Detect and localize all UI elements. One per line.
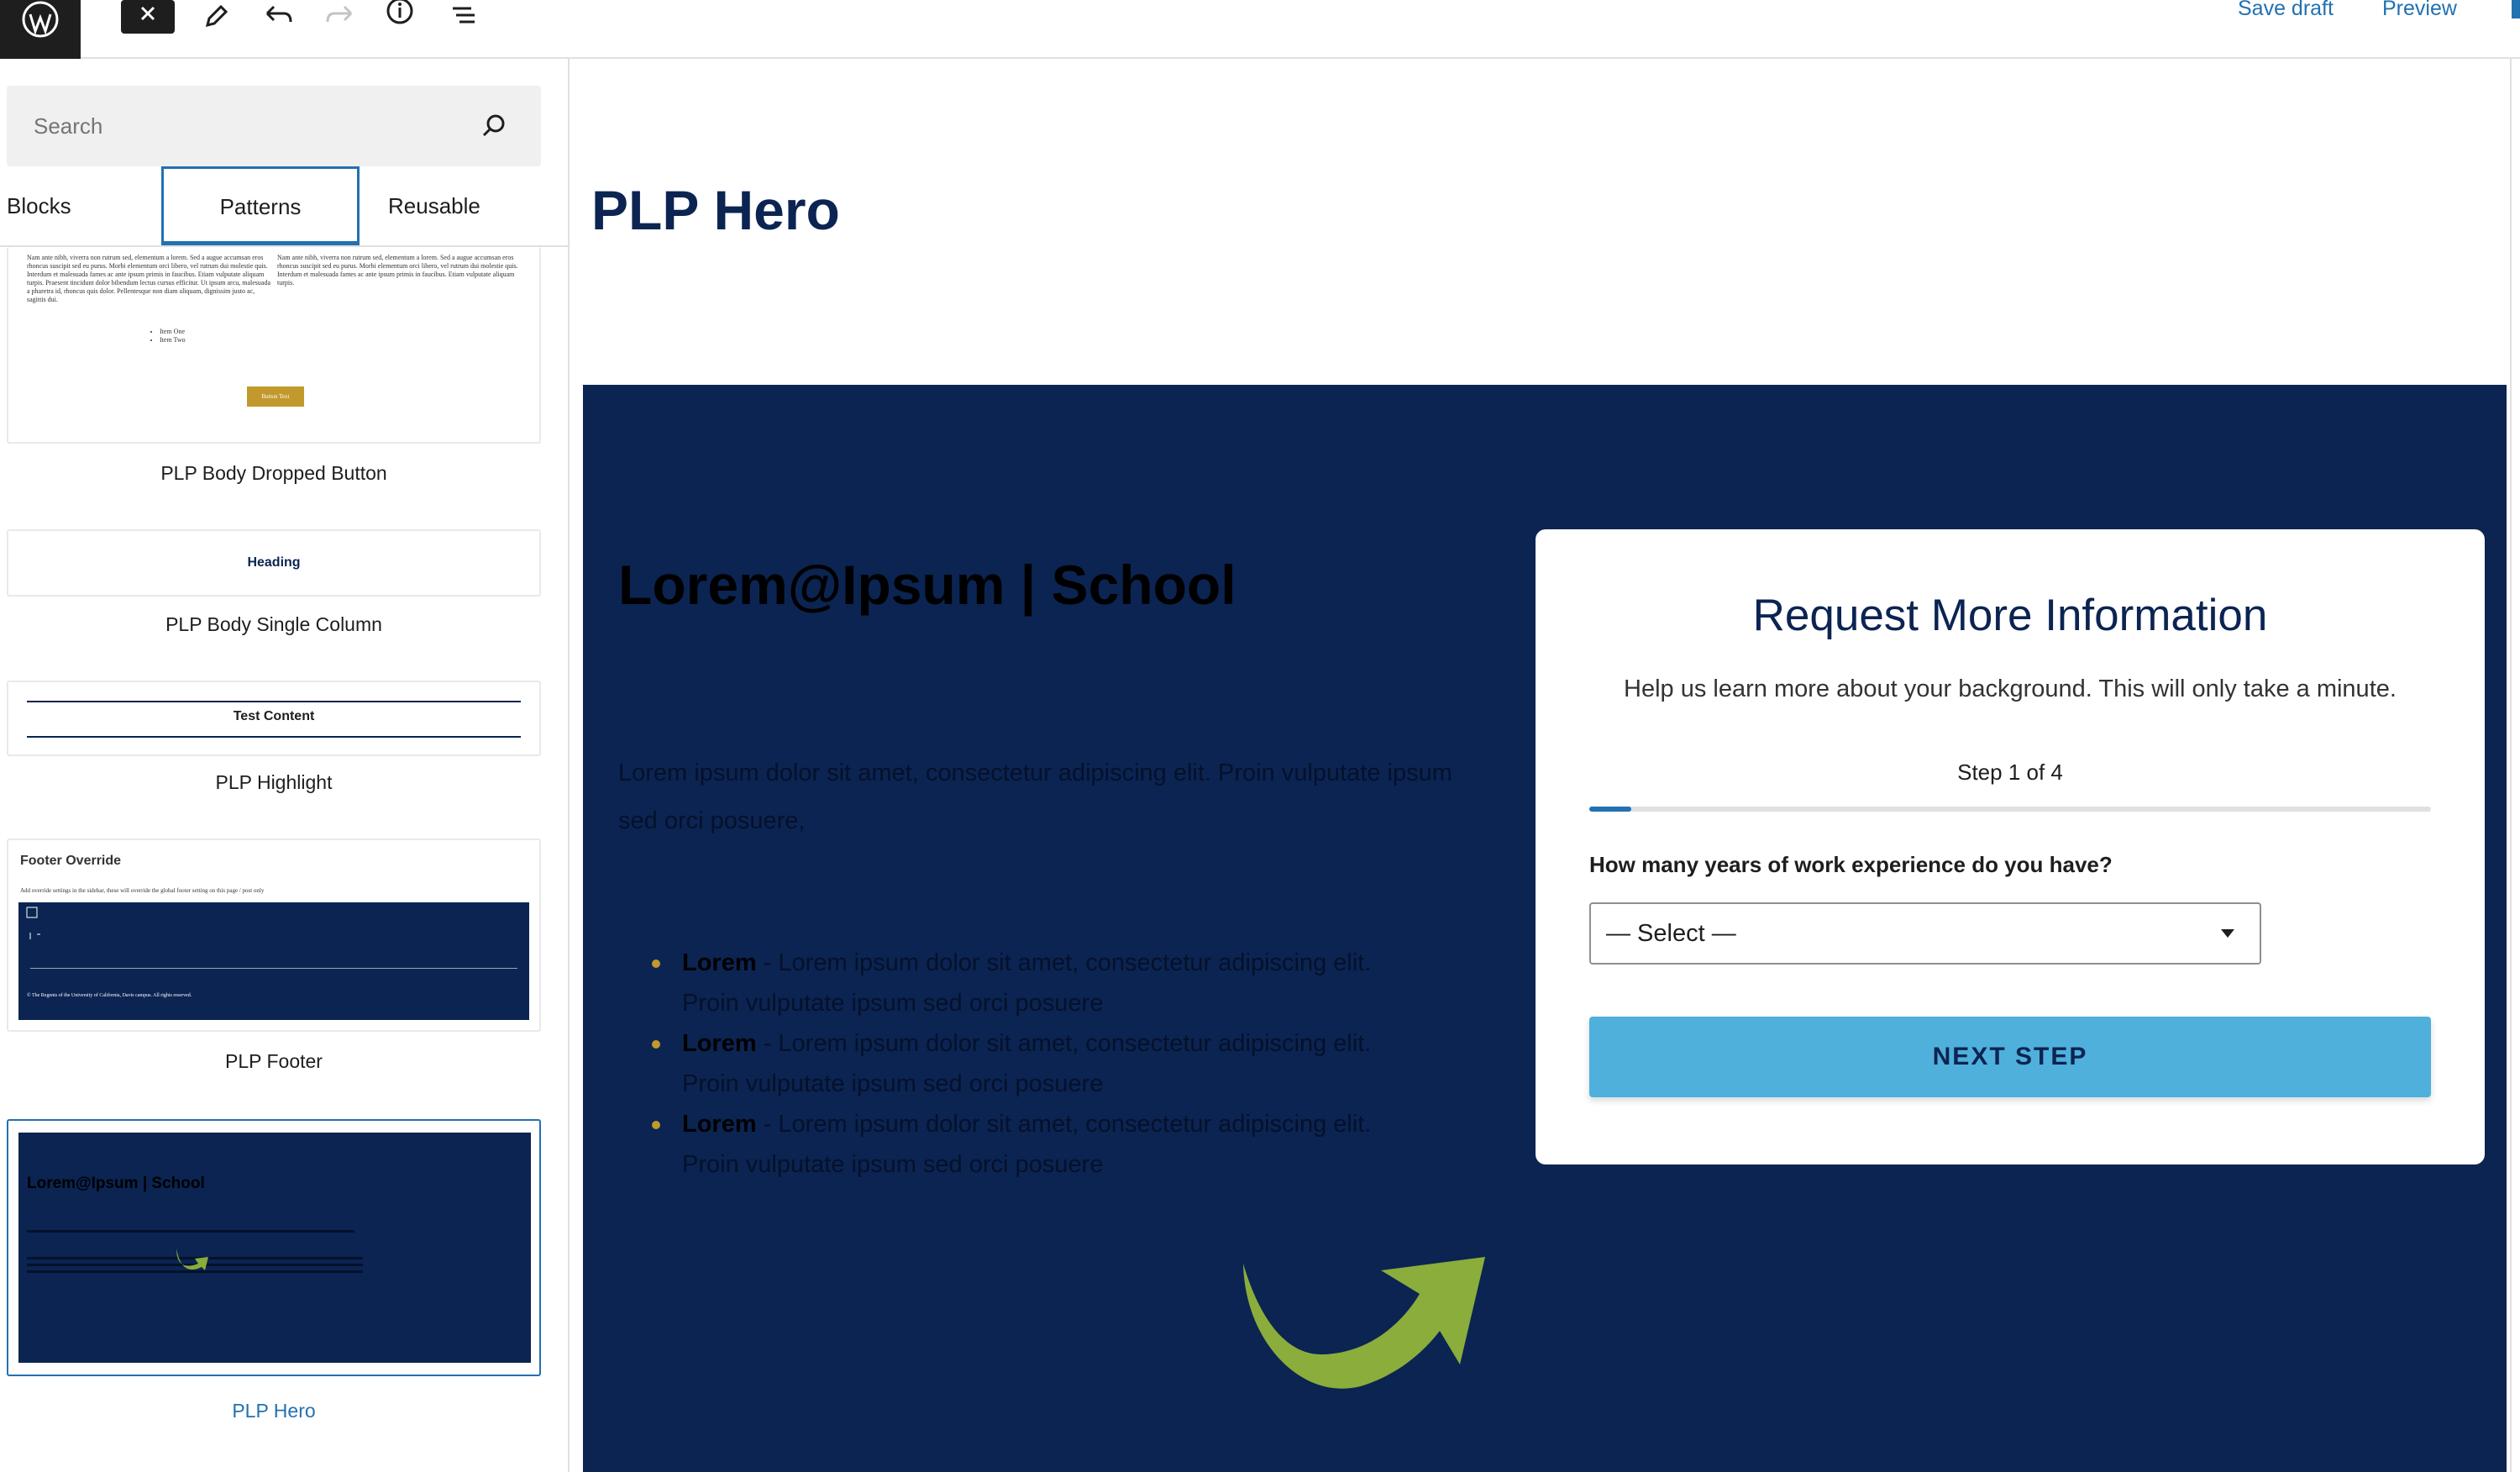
pattern-preview-footer[interactable]	[7, 839, 541, 1032]
preview-form-text: Form preview can be added to the panel	[393, 1168, 484, 1173]
list-item-bold: Lorem	[682, 1111, 757, 1138]
pencil-icon[interactable]	[188, 0, 242, 35]
pattern-preview-body-dropped-button[interactable]	[7, 247, 541, 444]
divider	[30, 968, 517, 969]
list-item-bold: Lorem	[682, 1030, 757, 1057]
next-step-button[interactable]: NEXT STEP	[1589, 1017, 2431, 1097]
preview-list-item: • Item Two	[160, 336, 186, 344]
progress-bar	[1589, 807, 2431, 812]
preview-copyright: © The Regents of the University of California, Davis campus. All rights reserved.	[27, 993, 192, 998]
preview-heading: Heading	[247, 555, 301, 570]
list-item-bold: Lorem	[682, 949, 757, 976]
question-label: How many years of work experience do you have?	[1589, 852, 2113, 877]
chevron-down-icon	[2221, 929, 2234, 938]
wordpress-logo-icon[interactable]	[0, 0, 81, 59]
publish-button[interactable]	[2512, 0, 2520, 18]
preview-footer-block	[18, 902, 529, 1020]
pattern-preview-hero[interactable]	[7, 1119, 541, 1376]
list-item[interactable]	[682, 1104, 1404, 1185]
curved-arrow-icon	[1240, 1245, 1492, 1413]
experience-select[interactable]	[1589, 902, 2261, 965]
search-icon[interactable]	[479, 111, 509, 141]
pattern-label[interactable]: PLP Footer	[225, 1050, 323, 1072]
image-placeholder-icon	[25, 906, 45, 939]
pattern-preview-highlight[interactable]	[7, 681, 541, 756]
pattern-preview-body-single-column[interactable]	[7, 529, 541, 597]
preview-text-line	[27, 1230, 354, 1233]
page-title[interactable]: PLP Hero	[591, 179, 840, 241]
form-title: Request More Information	[1752, 591, 2268, 640]
preview-text: Test Content	[233, 709, 315, 723]
search-input[interactable]	[34, 86, 454, 166]
save-draft-button[interactable]: Save draft	[2238, 0, 2334, 20]
close-icon[interactable]	[121, 0, 175, 34]
tab-patterns[interactable]: Patterns	[161, 166, 360, 245]
preview-list-item: • Item One	[160, 328, 186, 336]
list-view-icon[interactable]	[437, 0, 491, 35]
preview-hero-block	[18, 1133, 531, 1363]
info-icon[interactable]	[373, 0, 427, 35]
select-value: — Select —	[1606, 919, 1736, 947]
block-inserter-panel	[0, 59, 570, 1472]
preview-button[interactable]: Preview	[2382, 0, 2457, 20]
editor-canvas	[570, 59, 2520, 1472]
step-indicator: Step 1 of 4	[1957, 760, 2063, 785]
redo-icon[interactable]	[312, 0, 366, 35]
pattern-label[interactable]: PLP Body Dropped Button	[160, 462, 387, 484]
preview-heading: Lorem@Ipsum | School	[27, 1175, 205, 1192]
pattern-label[interactable]: PLP Hero	[232, 1400, 316, 1422]
list-item-text: - Lorem ipsum dolor sit amet, consectetur adipiscing elit. Proin vulputate ipsum sed orci posuere	[682, 1111, 1372, 1178]
request-info-form	[1536, 529, 2485, 1164]
hero-heading[interactable]: Lorem@Ipsum | School	[618, 554, 1236, 616]
list-item-text: - Lorem ipsum dolor sit amet, consectetur adipiscing elit. Proin vulputate ipsum sed orci posuere	[682, 949, 1372, 1017]
divider	[27, 736, 521, 738]
preview-text: Add override settings in the sidebar, these will override the global footer setting on this page / post only	[20, 887, 265, 894]
preview-list	[151, 328, 186, 344]
tab-blocks[interactable]: Blocks	[7, 192, 71, 218]
hero-paragraph[interactable]: Lorem ipsum dolor sit amet, consectetur adipiscing elit. Proin vulputate ipsum sed orci posuere,	[618, 760, 1452, 834]
canvas-edge	[2510, 59, 2512, 1472]
hero-list[interactable]	[682, 943, 1404, 1185]
preview-heading: Footer Override	[20, 854, 122, 868]
search-box	[7, 86, 541, 166]
preview-paragraph-2: Nam ante nibh, viverra non rutrum sed, elementum a lorem. Sed a augue accumsan eros rhoncus suscipit sed eu purus. Morbi elementum orci libero, vel rutrum dui molestie quis. Interdum et malesuada fames ac ante ipsum primis in faucibus. Etiam vulputate aliquam turpis.	[277, 254, 518, 287]
editor-header	[0, 0, 2520, 59]
hero-block[interactable]	[583, 385, 2507, 1472]
pattern-label[interactable]: PLP Highlight	[215, 771, 333, 793]
tab-reusable[interactable]: Reusable	[388, 192, 480, 218]
list-item[interactable]	[682, 943, 1404, 1023]
progress-fill	[1589, 807, 1631, 812]
curved-arrow-icon	[173, 1245, 212, 1275]
form-subtitle: Help us learn more about your background. This will only take a minute.	[1624, 676, 2397, 702]
undo-icon[interactable]	[252, 0, 306, 35]
divider	[27, 701, 521, 702]
preview-button: Button Text	[247, 386, 304, 407]
pattern-label[interactable]: PLP Body Single Column	[165, 613, 382, 635]
list-item[interactable]	[682, 1023, 1404, 1104]
preview-paragraph: Nam ante nibh, viverra non rutrum sed, elementum a lorem. Sed a augue accumsan eros rhoncus suscipit sed eu purus. Morbi elementum orci libero, vel rutrum dui molestie quis. Interdum et malesuada fames ac ante ipsum primis in faucibus. Etiam vulputate aliquam turpis. Praesent tincidunt dolor bibendum lectus cursus efficitur. Ut ipsum arcu, malesuada a pharetra id, rhoncus quis dolor. Pellentesque non diam aliquam, dignissim justo ac, sagittis dui.	[27, 254, 271, 303]
list-item-text: - Lorem ipsum dolor sit amet, consectetur adipiscing elit. Proin vulputate ipsum sed orci posuere	[682, 1030, 1372, 1097]
